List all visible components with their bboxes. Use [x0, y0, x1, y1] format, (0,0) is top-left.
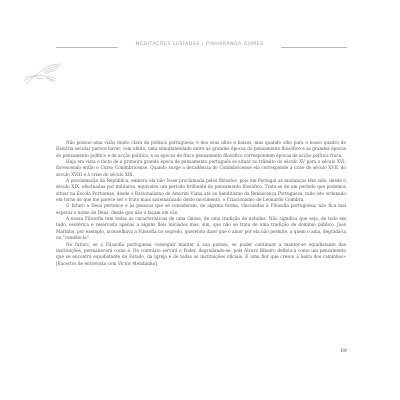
page-number: 69	[340, 348, 347, 354]
running-head-author: PINHARANDA GOMES	[206, 42, 264, 47]
paragraph: Haja em vista o facto de a primeira grande época de pensamento português se situar no trânsito do século XV para o século XVI, florescendo então o Curso Conimbricense. Quando surge a decadência do Conimbricense ela corresponde à crise do século XVII, do século XVIII e à crise do século XIX.	[56, 160, 346, 178]
paragraph: O futuro a Deus pertence e às pessoas que se consideram, de alguma forma, vinculadas à Filosofia portuguesa, não fica mal esperar o nome de Deus, desde que não o façam em vão.	[56, 204, 346, 216]
paragraph: A nossa Filosofia tem todas as características de uma Gnose, de uma tradição de estudos. Não significa que seja, de todo em tudo, esotérica e reservada apenas a alguns fiéis iniciados mas, sim, que não se trata de uma tradição de domínio público. José Marinho, por exemplo, aconselhava a Filosofia no segredo, querendo dizer que o amor por ela não permite, a quem o ama, degradá-la ou "condêlo-la".	[56, 217, 346, 242]
body-text	[56, 141, 346, 268]
swallow-bird-icon	[22, 58, 62, 86]
running-head-title: MEDITAÇÕES LUSÍADAS	[135, 42, 200, 47]
paragraph: A proclamação da República, embora ela não fosse proclamada pelos filósofos, pois em Portugal as mudanças têm sido, desde o século XIX, efectuadas por militares, equivaleu um período brilhante do pensamento filosófico. Trata-se de um período que podemos situar na Escola Portuense, desde o Racionalismo de Amorim Viana até ao banditismo da Renascença Portuguesa, tudo isto ordenado em torno do que me parece ser o fruto mais sistematizado deste movimento, o Criacionismo de Leonardo Coimbra.	[56, 179, 346, 204]
paragraph: Não possuo uma visão muito clara da política portuguesa, e dos seus altos e baixos, mas quando olho para o nosso quadro de História secular parece haver, com efeito, uma simultaneidade entre as grandes épocas do pensamento filosófico e as grandes épocas do pensamento político e de acção política, e as épocas de fraco pensamento filosófico correspondem épocas de acção política fraca.	[56, 141, 346, 159]
running-head	[118, 42, 281, 47]
header-rule-left	[56, 47, 118, 48]
header-rule-right	[281, 47, 347, 48]
paragraph: No futuro, se a Filosofia portuguesa conseguir manter a sua pureza, se puder continuar a manter-se equidistante das instituições, permanecerá como é. De contrário servirá o Poder, degradando-se, pois Álvaro Ribeiro definiu-a como um pensamento que se encontra equidistante do Estado, da Igreja e de todas as instituições oficiais. É uma flor que cresce à beira dos caminhos» [Excertos de entrevista com Victor Mendanha].	[56, 242, 346, 267]
running-head-separator: |	[201, 42, 204, 47]
